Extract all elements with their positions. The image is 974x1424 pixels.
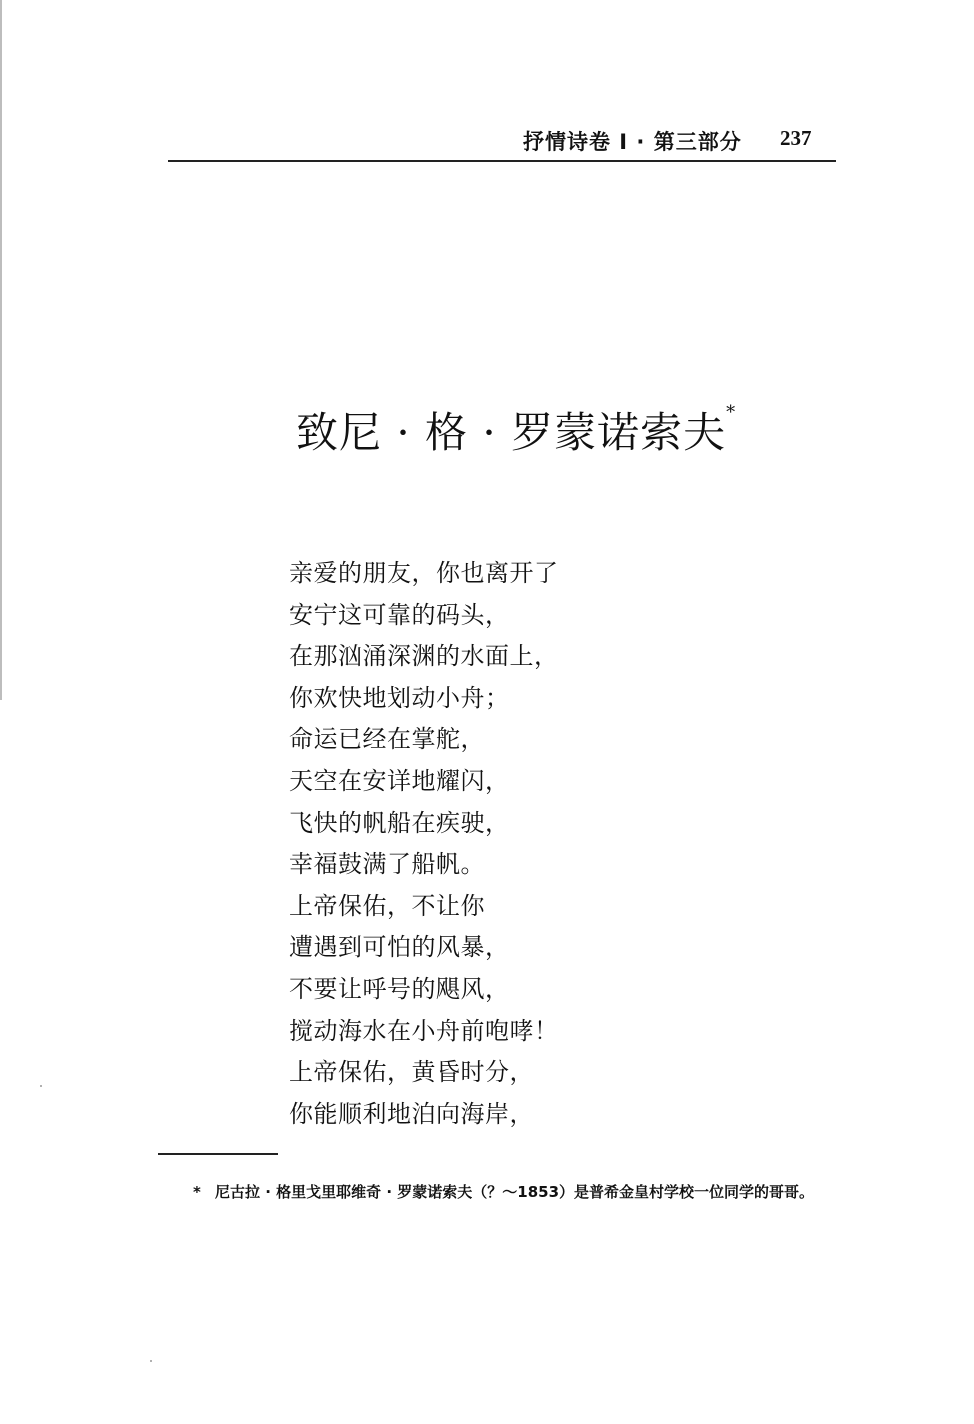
running-head: 抒情诗卷 I · 第三部分 xyxy=(523,130,742,154)
verse-line: 上帝保佑，不让你 xyxy=(289,891,485,920)
footnote-text: 尼古拉 · 格里戈里耶维奇 · 罗蒙诺索夫（？～1853）是普希金皇村学校一位同学的哥哥。 xyxy=(215,1183,815,1201)
scan-speck xyxy=(40,1085,42,1087)
poem-body xyxy=(289,553,559,1135)
poem-title-text: 致尼 · 格 · 罗蒙诺索夫 xyxy=(296,408,727,457)
verse-line: 你欢快地划动小舟； xyxy=(289,683,510,712)
title-footnote-mark: * xyxy=(726,402,737,423)
page-number: 237 xyxy=(780,126,812,150)
footnote-mark: * xyxy=(193,1183,201,1201)
scan-edge xyxy=(0,0,2,700)
verse-line: 亲爱的朋友，你也离开了 xyxy=(289,559,559,587)
poem-title xyxy=(296,400,736,460)
verse-line: 飞快的帆船在疾驶， xyxy=(289,808,510,837)
footnote xyxy=(193,1180,833,1205)
header-rule xyxy=(168,160,836,162)
verse-line: 安宁这可靠的码头， xyxy=(289,600,510,629)
verse-line: 不要让呼号的飓风， xyxy=(289,974,510,1003)
verse-line: 天空在安详地耀闪， xyxy=(289,766,510,795)
verse-line: 遭遇到可怕的风暴， xyxy=(289,933,510,962)
verse-line: 命运已经在掌舵， xyxy=(289,725,485,754)
verse-line: 幸福鼓满了船帆。 xyxy=(289,850,485,879)
footnote-rule xyxy=(158,1153,278,1155)
verse-line: 搅动海水在小舟前咆哮！ xyxy=(289,1016,559,1045)
scan-speck xyxy=(150,1360,152,1362)
verse-line: 在那汹涌深渊的水面上， xyxy=(289,642,559,671)
verse-line: 你能顺利地泊向海岸， xyxy=(289,1099,534,1128)
verse-line: 上帝保佑，黄昏时分， xyxy=(289,1058,534,1087)
